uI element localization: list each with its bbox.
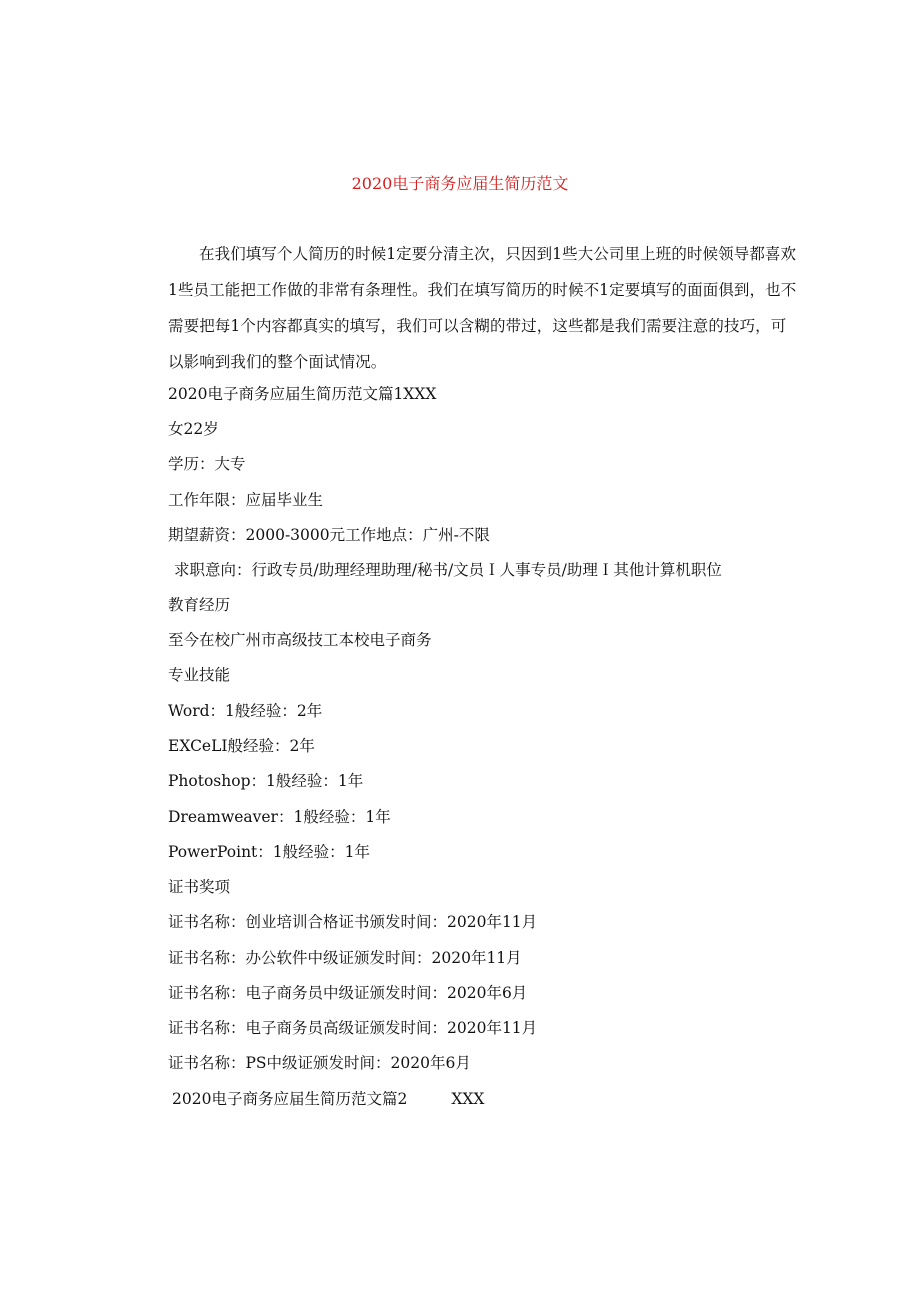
sample-2-heading: 2020电子商务应届生简历范文篇2 bbox=[172, 1090, 408, 1108]
certificate-item: 证书名称：创业培训合格证书颁发时间：2020年11月 bbox=[168, 913, 538, 931]
sample-2-name: XXX bbox=[451, 1090, 485, 1108]
skill-item: EXCeLI般经验：2年 bbox=[168, 737, 315, 755]
sample-2-heading-row bbox=[172, 1087, 484, 1111]
skill-item: Photoshop：1般经验：1年 bbox=[168, 772, 364, 790]
job-intention: 求职意向：行政专员/助理经理助理/秘书/文员Ｉ人事专员/助理Ｉ其他计算机职位 bbox=[174, 561, 722, 579]
sample-1-heading: 2020电子商务应届生简历范文篇1XXX bbox=[168, 385, 437, 403]
education-section-heading: 教育经历 bbox=[168, 596, 231, 614]
certificate-item: 证书名称：办公软件中级证颁发时间：2020年11月 bbox=[168, 949, 522, 967]
school-info: 至今在校广州市高级技工本校电子商务 bbox=[168, 631, 432, 649]
skills-section-heading: 专业技能 bbox=[168, 666, 231, 684]
certificate-item: 证书名称：PS中级证颁发时间：2020年6月 bbox=[168, 1054, 471, 1072]
page-title: 2020电子商务应届生简历范文 bbox=[351, 174, 569, 193]
certificate-item: 证书名称：电子商务员高级证颁发时间：2020年11月 bbox=[168, 1019, 538, 1037]
skill-item: PowerPoint：1般经验：1年 bbox=[168, 843, 371, 861]
certificates-section-heading: 证书奖项 bbox=[168, 878, 231, 896]
salary-location: 期望薪资：2000-3000元工作地点：广州-不限 bbox=[168, 526, 490, 544]
intro-paragraph: 在我们填写个人简历的时候1定要分清主次，只因到1些大公司里上班的时候领导都喜欢1些员工能把工作做的非常有条理性。我们在填写简历的时候不1定要填写的面面俱到，也不需要把每1个内容都真实的填写，我们可以含糊的带过，这些都是我们需要注意的技巧，可以影响到我们的整个面试情况。 bbox=[168, 245, 797, 371]
certificate-item: 证书名称：电子商务员中级证颁发时间：2020年6月 bbox=[168, 984, 528, 1002]
skill-item: Word：1般经验：2年 bbox=[168, 702, 323, 720]
gender-age: 女22岁 bbox=[168, 420, 219, 438]
education-level: 学历：大专 bbox=[168, 455, 246, 473]
skill-item: Dreamweaver：1般经验：1年 bbox=[168, 808, 391, 826]
work-years: 工作年限：应届毕业生 bbox=[168, 491, 324, 509]
